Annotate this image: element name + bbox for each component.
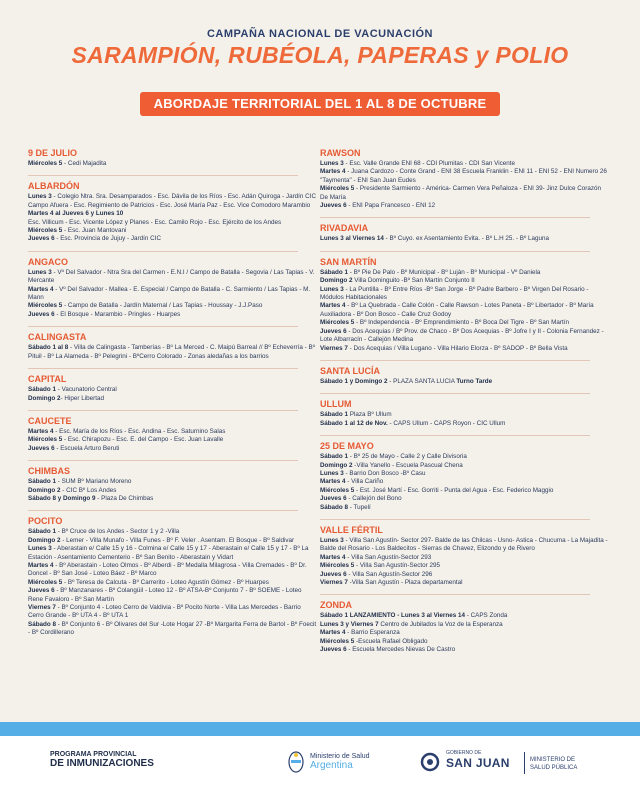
san-juan-icon <box>420 752 440 772</box>
entry-text: - Barrio Esperanza <box>345 629 400 637</box>
entry-time: Turno Tarde <box>456 377 493 385</box>
entry-text: - Bº La Quebrada - Calle Colón - Calle Rawson - Lotes Paneta - Bº Libertador - Bº María Auxiliadora - Bº Don Bosco - Calle Cruz Godoy <box>320 302 594 318</box>
location-heading: CAPITAL <box>28 374 67 385</box>
san-juan-logo <box>420 750 600 780</box>
entry-text: - Dos Acequias / Villa Lugano - Villa Hilario Elorza - Bº SADOP - Bº Bella Vista <box>347 344 568 352</box>
entry-date: Domingo 2 <box>28 536 61 544</box>
schedule-entry <box>320 168 610 185</box>
entry-date: Jueves 6 <box>28 444 55 452</box>
ministerio-line2: Argentina <box>310 760 353 771</box>
location-heading: 9 DE JULIO <box>28 148 78 158</box>
schedule-entry <box>320 185 610 202</box>
divider <box>320 360 590 361</box>
entry-text: -Villa San Agustín - Plaza departamental <box>347 579 463 586</box>
schedule-entry <box>28 395 318 403</box>
schedule-entry <box>28 428 318 436</box>
entry-date: Martes 4 al Jueves 6 y Lunes 10 <box>28 210 124 218</box>
entry-text: - Bº Aberastain - Loteo Olmos - Bº Alberdi - Bº Medalla Milagrosa - Villa Cremades - Bº Dr. Doncel - Bº San José - Loteo Báez - Bº Marco <box>28 561 307 578</box>
header <box>0 0 640 120</box>
schedule-entry <box>320 453 610 461</box>
divider <box>320 519 590 520</box>
section-9-de-julio <box>28 148 318 168</box>
schedule-entry <box>320 638 610 646</box>
entry-text: Plaza Bº Ullum <box>348 411 392 419</box>
entry-date: Domingo 2 <box>28 394 61 402</box>
entry-date: Sábado 8 y Domingo 9 <box>28 494 96 502</box>
divider <box>28 368 298 369</box>
entry-date: Miércoles 5 <box>28 160 63 167</box>
section-valle-fertil <box>320 525 610 587</box>
program-logo <box>50 750 190 768</box>
schedule-entry <box>320 160 610 168</box>
divider <box>320 435 590 436</box>
entry-date: Jueves 6 <box>320 646 347 654</box>
divider <box>28 410 298 411</box>
entry-date: Miércoles 5 <box>320 486 355 494</box>
divider <box>320 217 590 218</box>
divider <box>28 460 298 461</box>
location-heading: POCITO <box>28 516 63 527</box>
schedule-entry <box>28 445 318 453</box>
footer-band <box>0 722 640 736</box>
entry-text: - ENI Papa Francesco - ENI 12 <box>346 202 436 210</box>
entry-date: Lunes 3 <box>320 469 344 477</box>
section-albardon <box>28 181 318 243</box>
entry-text: - Callejón del Bono <box>346 495 402 503</box>
schedule-entry <box>320 571 610 579</box>
section-san-martin <box>320 257 610 353</box>
divider <box>320 594 590 595</box>
entry-text: - Bº Teresa de Calcuta - Bº Carrerito - Loteo Agustín Gómez - Bº Huarpes <box>62 578 269 586</box>
entry-date: Sábado 1 <box>320 411 348 419</box>
entry-text: Villa Dominguito -Bº San Martín Conjunto II <box>352 277 475 285</box>
entry-date: Lunes 3 <box>320 536 344 544</box>
schedule-entry <box>28 386 318 394</box>
schedule-entry <box>28 545 318 562</box>
entry-text: - Tupelí <box>348 503 371 511</box>
entry-text: - Esc. Chirapozu - Esc. E. del Campo - Esc. Juan Lavalle <box>62 436 224 444</box>
entry-date: Miércoles 5 <box>28 436 63 444</box>
entry-date: Sábado 8 <box>28 620 56 628</box>
schedule-entry <box>320 345 610 353</box>
entry-date: Sábado 1 <box>320 268 348 276</box>
entry-date: Martes 4 <box>320 553 346 561</box>
page-title: SARAMPIÓN, RUBÉOLA, PAPERAS y POLIO <box>71 42 569 68</box>
entry-text: - Barrio Don Bosco -Bº Casu <box>343 469 426 477</box>
divider <box>28 251 298 252</box>
section-zonda <box>320 600 610 654</box>
schedule-entry <box>28 269 318 286</box>
entry-date: Miércoles 5 <box>28 302 63 310</box>
divider <box>28 326 298 327</box>
entry-date: Viernes 7 <box>320 344 348 352</box>
entry-date: Domingo 2 <box>28 486 61 494</box>
sp-line1: MINISTERIO DE <box>530 757 576 763</box>
schedule-entry <box>28 311 318 319</box>
entry-date: Sábado 1 <box>28 478 56 486</box>
entry-date: Sábado 1 al 12 de Nov. <box>320 419 388 427</box>
entry-text: - Esc. Juan Mantovani <box>62 227 127 235</box>
location-heading: SANTA LUCÍA <box>320 365 380 376</box>
entry-text: - Vacunatorio Central <box>56 386 117 394</box>
schedule-entry <box>28 235 318 243</box>
location-heading: RAWSON <box>320 148 361 158</box>
entry-date: Domingo 2 <box>320 461 353 469</box>
entry-text: Esc. Villicum - Esc. Vicente López y Planes - Esc. Camilo Rojo - Esc. Ejército de los Andes <box>28 218 282 226</box>
location-heading: ULLUM <box>320 399 352 410</box>
schedule-entry <box>28 495 318 503</box>
location-heading: RIVADAVIA <box>320 223 369 234</box>
schedule-entry <box>28 487 318 495</box>
divider <box>320 393 590 394</box>
entry-date: Miércoles 5 <box>28 578 63 586</box>
schedule-entry <box>28 537 318 545</box>
schedule-entry <box>320 411 610 419</box>
left-column <box>28 148 318 645</box>
entry-date: Sábado 1 <box>320 453 348 461</box>
schedule-entry <box>320 302 610 319</box>
divider <box>28 510 298 511</box>
entry-text: - Campo de Batalla - Jardín Maternal / Las Tapias - Houssay - J.J.Paso <box>62 302 263 310</box>
schedule-entry <box>320 378 610 386</box>
entry-date: Lunes 3 <box>320 160 344 167</box>
entry-date: Sábado 1 al 8 <box>28 344 69 352</box>
sj-gob: GOBIERNO DE <box>446 750 482 756</box>
schedule-entry <box>28 528 318 536</box>
entry-text: - Esc. María de los Ríos - Esc. Andina - Esc. Saturnino Salas <box>53 427 226 435</box>
schedule-entry <box>320 629 610 637</box>
entry-text: - Villa Cariño <box>345 478 384 486</box>
entry-text: - Lemer - Villa Munafo - Villa Funes - Bº F. Veler . Asentam. El Bosque - Bº Saldivar <box>60 536 295 544</box>
entry-text: - Bº Cuyo. ex Asentamiento Evita. - Bº L.H 25. - Bº Laguna <box>383 235 550 243</box>
entry-date: Jueves 6 <box>320 327 347 335</box>
entry-text: - Villa San Agustín-Sector 296 <box>346 570 433 578</box>
entry-date: Jueves 6 <box>28 235 55 243</box>
entry-date: Martes 4 <box>320 478 346 486</box>
entry-text: - PLAZA SANTA LUCIA <box>387 377 457 385</box>
schedule-entry <box>28 219 318 227</box>
entry-text: - Colegio Ntra. Sra. Desamparados - Esc. Dávila de los Ríos - Esc. Adán Quiroga - Jardín CIC Campo Afuera - Esc. Regimiento de Patricios - Esc. José María Paz - Esc. Vice Comodoro Marambio <box>28 193 317 209</box>
entry-text: - Villa San Agustín-Sector 293 <box>345 553 432 561</box>
schedule-entry <box>28 587 318 604</box>
entry-date: Viernes 7 <box>28 604 56 611</box>
section-angaco <box>28 257 318 319</box>
entry-text: - Est. José Martí - Esc. Gorriti - Punta del Agua - Esc. Federico Maggio <box>354 486 554 494</box>
schedule-entry <box>320 328 610 345</box>
entry-text: - Escuela Arturo Beruti <box>54 444 120 452</box>
schedule-entry <box>320 420 610 428</box>
location-heading: ZONDA <box>320 600 352 611</box>
entry-text: - Aberastain e/ Calle 15 y 16 - Colmina e/ Calle 15 y 17 - Aberastain e/ Calle 15 y 17 - Bº La Estación - Asentamiento Cementerio - Bº San Benito - Aberastain y Vidart <box>28 545 309 561</box>
entry-date: Viernes 7 <box>320 579 348 586</box>
entry-date: Martes 4 <box>28 561 54 569</box>
entry-text: - Esc. Valle Grande ENI 68 - CDI Plumitas - CDI San Vicente <box>343 160 516 167</box>
schedule-entry <box>320 487 610 495</box>
entry-date: Miércoles 5 <box>28 227 63 235</box>
entry-date: Lunes 3 <box>28 193 52 201</box>
entry-text: - Presidente Sarmiento - América- Carmen Vera Peñaloza - ENI 39- Jinz Dulce Corazón De María <box>320 185 602 201</box>
entry-date: Jueves 6 <box>320 495 347 503</box>
entry-date: Domingo 2 <box>320 277 353 285</box>
location-heading: CHIMBAS <box>28 466 70 477</box>
entry-date: Martes 4 <box>320 168 346 176</box>
entry-text: - Dos Acequias / Bº Prov. de Chaco - Bº Dos Acequias - Bº Jofre I y II - Colonia Fernandez - Lote Albarracín - Callejón Medina <box>320 327 604 344</box>
schedule-entry <box>320 319 610 327</box>
schedule-entry <box>28 286 318 303</box>
entry-text: - Bº Conjunto 4 - Loteo Cerro de Valdivia - Bº Pocito Norte - Villa Las Mercedes - Barrio Cerro Grande - Bº UTA 4 - Bº UTA 1 <box>28 604 301 620</box>
entry-text: - Plaza De Chimbas <box>95 494 154 502</box>
entry-text: - Juana Cardozo - Conte Grand - ENI 38 Escuela Franklin - ENI 11 - ENI 52 - ENI Numero 26 "Taymenta" - ENI San Juan Eudes <box>320 168 607 184</box>
schedule-entry <box>320 621 610 629</box>
entry-text: - Cedi Majadita <box>62 160 107 167</box>
schedule-entry <box>320 478 610 486</box>
entry-date: Jueves 6 <box>28 587 55 595</box>
location-heading: 25 DE MAYO <box>320 441 374 452</box>
schedule-entry <box>28 302 318 310</box>
ministerio-salud-logo <box>288 750 398 780</box>
divider <box>320 251 590 252</box>
program-line1: PROGRAMA PROVINCIAL <box>50 751 137 758</box>
section-calingasta <box>28 332 318 361</box>
schedule-entry <box>320 562 610 570</box>
entry-date: Martes 4 <box>320 629 346 637</box>
schedule-entry <box>28 621 318 638</box>
entry-text: - Esc. Provincia de Jujuy - Jardín CIC <box>54 235 161 243</box>
section-25-de-mayo <box>320 441 610 512</box>
entry-text: -Villa Yanello - Escuela Pascual Chena <box>352 461 463 469</box>
schedule-entry <box>320 235 610 243</box>
entry-text: - Villa San Agustín- Sector 297- Balde de las Chilcas - Usno- Astica - Chucuma - La Majadita - Balde del Rosario - Los Baldecitos - Sierras de Chavez, Elizondo y de Rivero <box>320 536 608 553</box>
schedule-entry <box>320 646 610 654</box>
entry-text: - Bº Manzanares - Bº Colangüil - Loteo 12 - Bº ATSA-Bº Conjunto 7 - Bº SOEME - Loteo Rene Favaloro - Bº San Martín <box>28 587 302 603</box>
entry-date: Miércoles 5 <box>320 637 355 645</box>
section-rawson <box>320 148 610 210</box>
schedule-entry <box>28 436 318 444</box>
schedule-entry <box>320 202 610 210</box>
schedule-entry <box>320 579 610 587</box>
salud-publica <box>530 756 577 772</box>
entry-text: - Bº Conjunto 6 - Bº Olivares del Sur -Lote Hogar 27 -Bº Margarita Ferra de Bartol - Bº Foecit - Bº Cordillerano <box>28 620 317 637</box>
schedule-entry <box>320 269 610 277</box>
entry-text: - CIC Bº Los Andes <box>60 486 117 494</box>
section-capital <box>28 374 318 403</box>
campaign-label: CAMPAÑA NACIONAL DE VACUNACIÓN <box>206 28 434 40</box>
schedule-entry <box>28 227 318 235</box>
schedule-entry <box>28 193 318 210</box>
entry-text: - SUM Bº Mariano Moreno <box>56 478 132 486</box>
entry-date: Lunes 3 al Viernes 14 <box>320 235 384 243</box>
schedule-entry <box>320 277 610 285</box>
schedule-entry <box>28 210 318 218</box>
schedule-entry <box>320 470 610 478</box>
sj-name: SAN JUAN <box>446 756 510 770</box>
entry-date: Martes 4 <box>320 302 346 310</box>
entry-text: - Villa de Calingasta - Tamberías - Bº La Merced - C. Maipú Barreal // Bº Echeverría - Bº Pituil - Bº La Alameda - Bº Pelegrini - BºCerro Colorado - Zonas aledañas a los barrios <box>28 344 315 360</box>
entry-date: Jueves 6 <box>320 202 347 210</box>
date-banner: ABORDAJE TERRITORIAL DEL 1 AL 8 DE OCTUBRE <box>140 92 500 116</box>
schedule-entry <box>320 462 610 470</box>
entry-date: Sábado 1 LANZAMIENTO - Lunes 3 al Viernes 14 <box>320 612 465 620</box>
schedule-entry <box>320 504 610 512</box>
argentina-shield-icon <box>288 750 304 774</box>
schedule-entry <box>28 579 318 587</box>
entry-date: Sábado 1 y Domingo 2 <box>320 377 388 385</box>
schedule-entry <box>320 612 610 620</box>
entry-text: - Bº Independencia - Bº Emprendimiento - Bº Boca Del Tigre - Bº San Martín <box>354 319 569 327</box>
entry-text: - CAPS Zonda <box>465 612 508 620</box>
entry-date: Jueves 6 <box>28 310 55 318</box>
entry-text: - Vº Del Salvador - Ntra Sra del Carmen - E.N.I / Campo de Batalla - Segovia / Las Tapias - V. Mercante <box>28 268 315 285</box>
location-heading: SAN MARTÍN <box>320 256 377 267</box>
divider <box>28 175 298 176</box>
section-ullum <box>320 399 610 428</box>
schedule-entry <box>28 344 318 361</box>
section-santa-lucia <box>320 366 610 386</box>
entry-date: Lunes 3 y Viernes 7 <box>320 620 379 628</box>
entry-text: - Vº Del Salvador - Mallea - E. Especial / Campo de Batalla - C. Sarmiento / Las Tapias - M. Mann <box>28 285 311 302</box>
entry-date: Sábado 1 <box>28 528 56 536</box>
location-heading: ALBARDÓN <box>28 181 80 192</box>
entry-text: - El Bosque - Marambio - Pringles - Huarpes <box>54 310 181 318</box>
section-pocito <box>28 516 318 637</box>
location-heading: CALINGASTA <box>28 332 87 343</box>
entry-date: Lunes 3 <box>28 268 52 276</box>
footer <box>0 722 640 800</box>
entry-date: Martes 4 <box>28 427 54 435</box>
entry-text: -Escuela Rafael Obligado <box>354 637 428 645</box>
schedule-entry <box>320 495 610 503</box>
entry-text: - La Puntilla - Bº Entre Ríos -Bº San Jorge - Bº Padre Barbero - Bº Virgen Del Rosario - Módulos Habitacionales <box>320 285 589 302</box>
entry-text: Centro de Jubilados la Voz de la Esperanza <box>378 620 503 628</box>
entry-date: Miércoles 5 <box>320 562 355 570</box>
schedule-entry <box>320 537 610 554</box>
entry-text: - CAPS Ullum - CAPS Royon - CIC Ullum <box>387 419 506 427</box>
section-rivadavia <box>320 223 610 243</box>
program-line2: DE INMUNIZACIONES <box>50 758 154 769</box>
entry-date: Miércoles 5 <box>320 185 355 193</box>
entry-date: Jueves 6 <box>320 570 347 578</box>
ministerio-text <box>310 752 370 770</box>
divider <box>524 752 525 774</box>
location-heading: ANGACO <box>28 256 68 267</box>
schedule-entry <box>28 478 318 486</box>
entry-date: Sábado 8 <box>320 503 348 511</box>
entry-date: Sábado 1 <box>28 386 56 394</box>
schedule-entry <box>28 562 318 579</box>
entry-text: - Escuela Mercedes Nievas De Castro <box>346 646 456 654</box>
schedule-entry <box>320 286 610 303</box>
right-column <box>320 148 610 661</box>
entry-text: - Bº 25 de Mayo - Calle 2 y Calle Divisoria <box>348 453 467 461</box>
entry-text: - Villa San Agustín-Sector 295 <box>354 562 440 570</box>
schedule-entry <box>320 554 610 562</box>
section-caucete <box>28 416 318 453</box>
entry-text: - Bº Pie De Palo - Bº Municipal - Bº Luján - Bº Municipal - Vº Daniela <box>348 268 541 276</box>
entry-text: - Bº Cruce de los Andes - Sector 1 y 2 -Villa <box>56 528 180 536</box>
entry-date: Lunes 3 <box>28 545 52 553</box>
location-heading: CAUCETE <box>28 415 72 426</box>
entry-text: - Hiper Libertad <box>60 394 104 402</box>
location-heading: VALLE FÉRTIL <box>320 524 383 535</box>
schedule-entry <box>28 160 318 168</box>
entry-date: Lunes 3 <box>320 285 344 293</box>
entry-date: Miércoles 5 <box>320 319 355 327</box>
sp-line2: SALUD PÚBLICA <box>530 765 578 771</box>
section-chimbas <box>28 466 318 503</box>
ministerio-line1: Ministerio de Salud <box>310 753 370 760</box>
schedule-entry <box>28 604 318 621</box>
entry-date: Martes 4 <box>28 285 54 293</box>
